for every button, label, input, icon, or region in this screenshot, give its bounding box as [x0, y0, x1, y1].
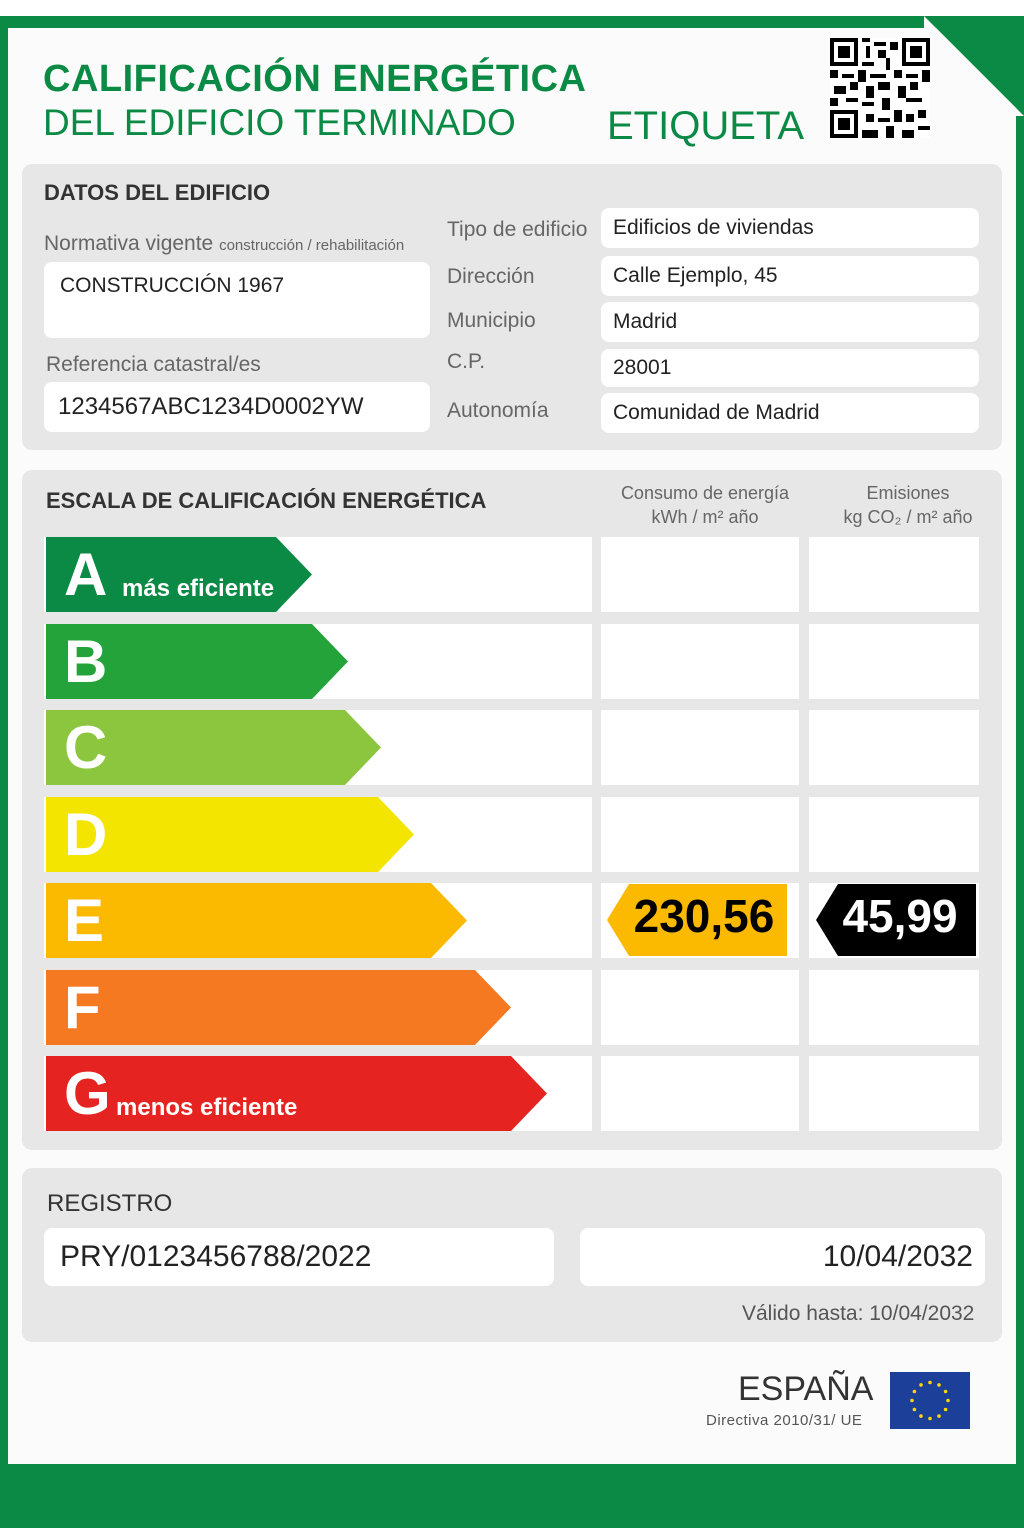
- eu-star: [913, 1390, 917, 1394]
- building-section-title: DATOS DEL EDIFICIO: [44, 180, 271, 205]
- catastral-label: Referencia catastral/es: [46, 353, 261, 376]
- catastral-value: 1234567ABC1234D0002YW: [44, 382, 430, 432]
- field-label-direccion: Dirección: [447, 265, 535, 288]
- emisiones-value: 45,99: [842, 890, 958, 942]
- eu-flag-icon: [890, 1372, 970, 1429]
- title-line1: CALIFICACIÓN ENERGÉTICA: [43, 58, 587, 100]
- scale-row-emisiones-cell: [809, 537, 979, 612]
- top-margin: [0, 0, 1024, 16]
- eu-star: [928, 1417, 932, 1421]
- registro-number: PRY/0123456788/2022: [44, 1228, 554, 1286]
- field-value-tipo: Edificios de viviendas: [601, 208, 979, 248]
- eu-star: [944, 1408, 948, 1412]
- class-letter-b: B: [64, 628, 108, 695]
- eu-star: [946, 1399, 950, 1403]
- class-letter-f: F: [64, 974, 101, 1041]
- class-bar-f: [46, 970, 513, 1045]
- bottom-bar: [0, 1466, 1024, 1528]
- class-bar-e: [46, 883, 469, 958]
- registro-date: 10/04/2032: [580, 1228, 985, 1286]
- class-sub-g: menos eficiente: [116, 1094, 298, 1121]
- field-label-municipio: Municipio: [447, 309, 536, 332]
- directive-text: Directiva 2010/31/ UE: [706, 1412, 863, 1429]
- scale-row-emisiones-cell: [809, 710, 979, 785]
- scale-row-consumo-cell: [601, 624, 799, 699]
- normativa-label: Normativa vigente construcción / rehabilitación: [44, 232, 405, 255]
- corner-fold: [924, 16, 1024, 116]
- consumo-value: 230,56: [633, 890, 775, 942]
- class-letter-g: G: [64, 1060, 111, 1127]
- scale-row-emisiones-cell: [809, 1056, 979, 1131]
- class-letter-e: E: [64, 887, 105, 954]
- scale-row-emisiones-cell: [809, 797, 979, 872]
- scale-row-consumo-cell: [601, 797, 799, 872]
- eu-star: [913, 1408, 917, 1412]
- scale-row-consumo-cell: [601, 537, 799, 612]
- class-sub-a: más eficiente: [122, 575, 275, 602]
- eu-star: [919, 1383, 923, 1387]
- field-label-autonomia: Autonomía: [447, 399, 549, 422]
- consumo-header: Consumo de energía kWh / m² año: [620, 483, 790, 527]
- normativa-value: CONSTRUCCIÓN 1967: [44, 262, 430, 338]
- scale-section-title: ESCALA DE CALIFICACIÓN ENERGÉTICA: [46, 488, 487, 513]
- country-name: ESPAÑA: [738, 1370, 874, 1408]
- field-value-cp: 28001: [601, 349, 979, 387]
- scale-row-consumo-cell: [601, 1056, 799, 1131]
- scale-row-emisiones-cell: [809, 624, 979, 699]
- scale-row-consumo-cell: [601, 710, 799, 785]
- valid-until: Válido hasta: 10/04/2032: [742, 1302, 975, 1325]
- field-value-autonomia: Comunidad de Madrid: [601, 393, 979, 433]
- class-letter-d: D: [64, 801, 108, 868]
- class-letter-a: A: [64, 541, 108, 608]
- eu-star: [928, 1381, 932, 1385]
- eu-star: [937, 1383, 941, 1387]
- scale-row-consumo-cell: [601, 970, 799, 1045]
- title-line2: DEL EDIFICIO TERMINADO: [43, 102, 516, 143]
- field-label-tipo: Tipo de edificio: [447, 218, 588, 241]
- emisiones-header: Emisiones kg CO₂ / m² año: [843, 483, 973, 527]
- eu-star: [937, 1414, 941, 1418]
- scale-row-emisiones-cell: [809, 970, 979, 1045]
- field-value-municipio: Madrid: [601, 302, 979, 342]
- eu-star: [944, 1390, 948, 1394]
- eu-star: [919, 1414, 923, 1418]
- registro-section-title: REGISTRO: [47, 1190, 173, 1217]
- field-value-direccion: Calle Ejemplo, 45: [601, 256, 979, 296]
- eu-star: [910, 1399, 914, 1403]
- etiqueta-label: ETIQUETA: [607, 104, 805, 148]
- field-label-cp: C.P.: [447, 350, 486, 373]
- qr-code-icon: [830, 38, 930, 138]
- class-letter-c: C: [64, 714, 108, 781]
